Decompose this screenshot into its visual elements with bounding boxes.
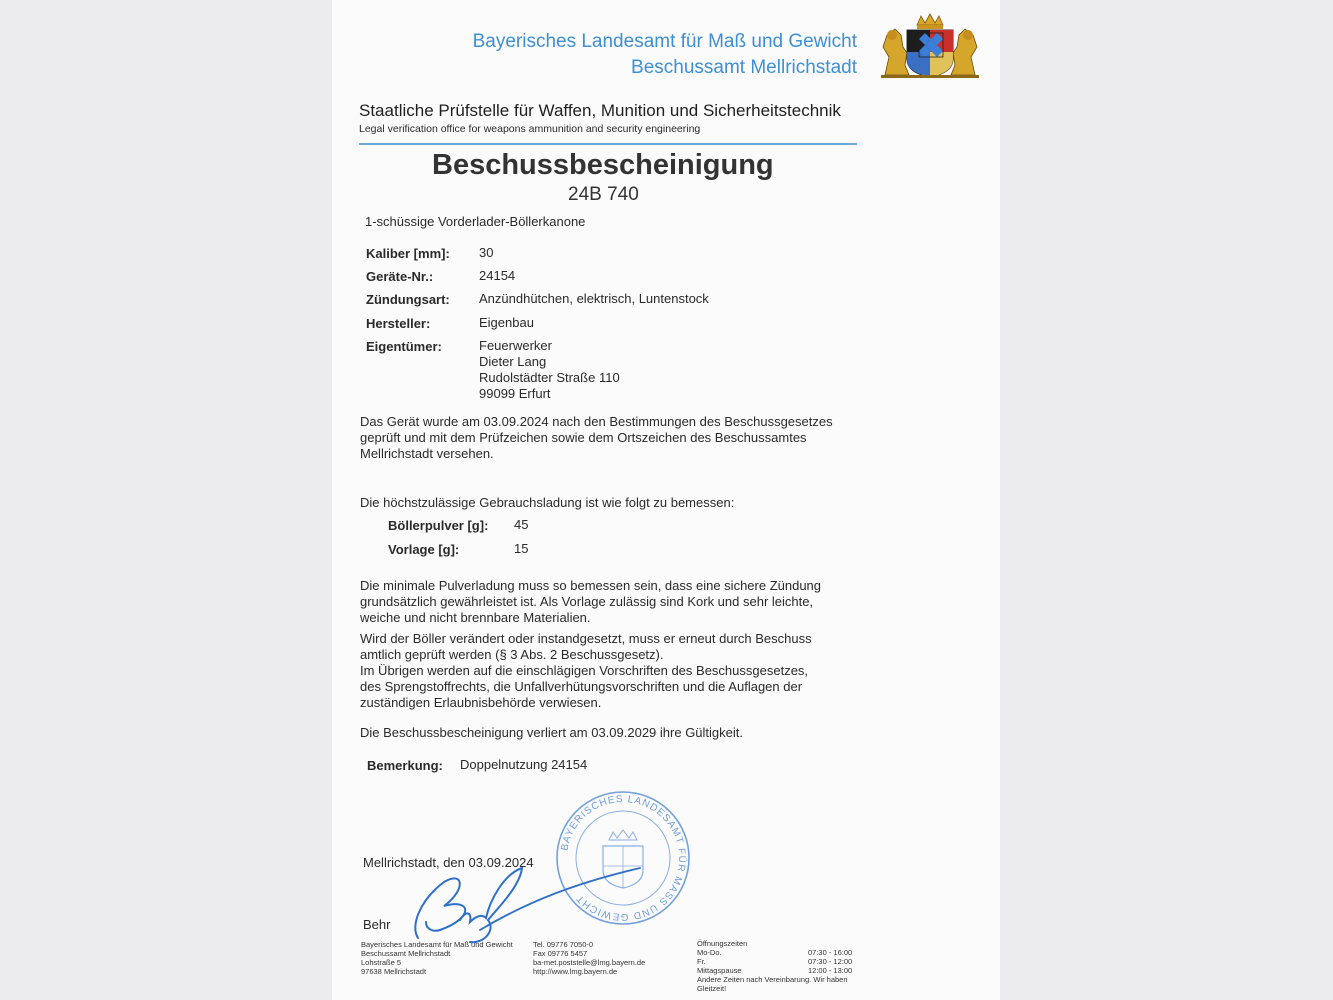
- charge-intro: Die höchstzulässige Gebrauchsladung ist wie folgt zu bemessen:: [360, 495, 735, 510]
- tested-paragraph: [360, 414, 860, 462]
- field-label-ignition: Zündungsart:: [366, 292, 450, 307]
- paragraph-line: amtlich geprüft werden (§ 3 Abs. 2 Beschussgesetz).: [360, 647, 664, 662]
- footer-line: Lohstraße 5: [361, 958, 402, 967]
- handwritten-signature-icon: [400, 860, 660, 950]
- bavarian-coat-of-arms-icon: [877, 13, 983, 79]
- signatory-name: Behr: [363, 917, 391, 932]
- owner-line: Dieter Lang: [479, 354, 547, 369]
- hours-time: 07:30 - 16:00: [808, 948, 853, 957]
- owner-line: Rudolstädter Straße 110: [479, 370, 620, 385]
- header-divider: [359, 143, 857, 145]
- footer-line: Fax 09776 5457: [533, 949, 588, 958]
- lion-left-icon: [883, 29, 909, 75]
- field-value-owner: [479, 338, 620, 402]
- remark-value: Doppelnutzung 24154: [460, 757, 588, 772]
- stamp-text: BAYERISCHES LANDESAMT FÜR MASS UND GEWICHT: [559, 793, 688, 923]
- device-type: 1-schüssige Vorderlader-Böllerkanone: [365, 214, 586, 229]
- paragraph-line: zuständigen Erlaubnisbehörde verwiesen.: [360, 695, 602, 710]
- office-name-de: Staatliche Prüfstelle für Waffen, Munition und Sicherheitstechnik: [359, 101, 841, 120]
- paragraph-line: Mellrichstadt versehen.: [360, 446, 494, 461]
- footer-line: 97638 Mellrichstadt: [361, 967, 427, 976]
- shield-icon: [907, 30, 953, 77]
- hours-title: Öffnungszeiten: [697, 939, 748, 948]
- footer-hours: [697, 939, 857, 993]
- place-and-date: Mellrichstadt, den 03.09.2024: [363, 855, 534, 870]
- hours-day: Mo-Do.: [697, 948, 722, 957]
- paragraph-line: geprüft und mit dem Prüfzeichen sowie dem Ortszeichen des Beschussamtes: [360, 430, 807, 445]
- footer-contact: [533, 940, 645, 976]
- office-name-en: Legal verification office for weapons ammunition and security engineering: [359, 123, 701, 135]
- hours-time: 07:30 - 12:00: [808, 957, 853, 966]
- paragraph-line: weiche und nicht brennbare Materialien.: [360, 610, 591, 625]
- field-value-manufacturer: Eigenbau: [479, 315, 534, 330]
- validity-statement: Die Beschussbescheinigung verliert am 03.09.2029 ihre Gültigkeit.: [360, 725, 743, 740]
- header-office: Beschussamt Mellrichstadt: [631, 57, 857, 78]
- hours-day: Fr.: [697, 957, 706, 966]
- field-label-device-no: Geräte-Nr.:: [366, 269, 434, 284]
- header-authority: Bayerisches Landesamt für Maß und Gewicht: [472, 31, 857, 52]
- footer-line[interactable]: ba-met.poststelle@lmg.bayern.de: [533, 958, 646, 967]
- hours-day: Mittagspause: [697, 966, 742, 975]
- paragraph-line: des Sprengstoffrechts, die Unfallverhütungsvorschriften und die Auflagen der: [360, 679, 803, 694]
- paragraph-line: Das Gerät wurde am 03.09.2024 nach den Bestimmungen des Beschussgesetzes: [360, 414, 833, 429]
- footer-line[interactable]: http://www.lmg.bayern.de: [533, 967, 618, 976]
- owner-line: Feuerwerker: [479, 338, 552, 353]
- charge-value-powder: 45: [514, 517, 529, 532]
- lion-right-icon: [951, 29, 977, 75]
- field-label-caliber: Kaliber [mm]:: [366, 246, 450, 261]
- crown-icon: [917, 14, 943, 29]
- paragraph-line: Im Übrigen werden auf die einschlägigen Vorschriften des Beschussgesetzes,: [360, 663, 809, 678]
- footer-line: Bayerisches Landesamt für Maß und Gewicht: [361, 940, 513, 949]
- charge-label-wadding: Vorlage [g]:: [388, 542, 460, 557]
- charge-value-wadding: 15: [514, 541, 529, 556]
- field-value-device-no: 24154: [479, 268, 516, 283]
- owner-line: 99099 Erfurt: [479, 386, 551, 401]
- paragraph-line: Wird der Böller verändert oder instandgesetzt, muss er erneut durch Beschuss: [360, 631, 812, 646]
- charge-label-powder: Böllerpulver [g]:: [388, 518, 489, 533]
- paragraph-line: grundsätzlich gewährleistet ist. Als Vorlage zulässig sind Kork und sehr leichte,: [360, 594, 814, 609]
- hours-note: Gleitzeit!: [697, 984, 727, 993]
- paragraph-line: Die minimale Pulverladung muss so bemessen sein, dass eine sichere Zündung: [360, 578, 822, 593]
- field-value-caliber: 30: [479, 245, 494, 260]
- min-charge-paragraph: [360, 578, 860, 626]
- remark-label: Bemerkung:: [367, 758, 443, 773]
- certificate-number: 24B 740: [568, 184, 639, 205]
- hours-time: 12:00 - 13:00: [808, 966, 853, 975]
- field-label-manufacturer: Hersteller:: [366, 316, 431, 331]
- certificate-title: Beschussbescheinigung: [432, 149, 774, 181]
- footer-address: [361, 940, 513, 976]
- footer-line: Beschussamt Mellrichstadt: [361, 949, 451, 958]
- field-value-ignition: Anzündhütchen, elektrisch, Luntenstock: [479, 291, 709, 306]
- modification-paragraph: [360, 631, 860, 711]
- field-label-owner: Eigentümer:: [366, 339, 442, 354]
- footer-line: Tel. 09776 7050-0: [533, 940, 594, 949]
- hours-note: Andere Zeiten nach Vereinbarung. Wir haben: [697, 975, 848, 984]
